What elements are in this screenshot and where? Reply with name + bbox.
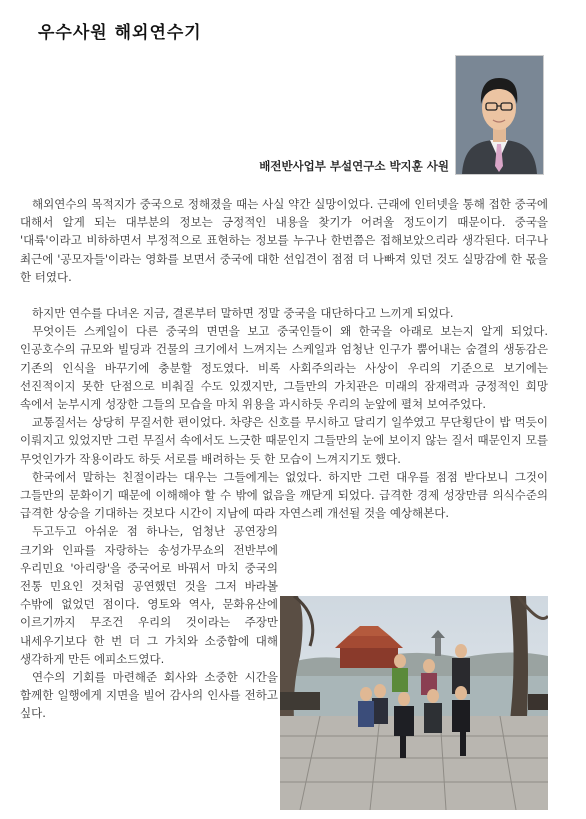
author-portrait — [455, 55, 544, 175]
paragraph-arirang: 두고두고 아쉬운 점 하나는, 엄청난 공연장의 크기와 인파를 자랑하는 송성가무쇼의 전반부에 우리민요 '아리랑'을 중국어로 바꿔서 마치 중국의 전통 민요인 것처럼 공연했던 것을 그저 바라볼 수밖에 없었던 점이다. 영토와 역사, 문화유산에 이르기까지 무조건 우리의 것이라는 주장만 내세우기보다 한 번 더 그 가치와 소중함에 대해 생각하게 만든 에피소드였다. — [20, 524, 278, 666]
portrait-image — [456, 56, 543, 174]
paragraph-kindness: 한국에서 말하는 친절이라는 대우는 그들에게는 없었다. 하지만 그런 대우를 점점 받다보니 그것이 그들만의 문화이기 때문에 이해해야 할 수 밖에 없음을 깨닫게 되었다. 급격한 경제 성장만큼 의식수준의 급격한 상승을 기대하는 것보다 시간이 지남에 따라 자연스레 개선될 것을 예상해본다. — [20, 469, 548, 521]
group-photo-image — [280, 596, 548, 810]
author-byline: 배전반사업부 부설연구소 박지훈 사원 — [259, 159, 449, 173]
group-photo — [280, 596, 548, 810]
paragraph-scale: 무엇이든 스케일이 다른 중국의 면면을 보고 중국인들이 왜 한국을 아래로 보는지 알게 되었다. 인공호수의 규모와 빌딩과 건물의 크기에서 느껴지는 스케일과 엄청난 인구가 뿜어내는 숨결의 생동감은 기존의 인식을 바꾸기에 충분할 정도였다. 비록 사회주의라는 사상이 우리의 기준으로 보기에는 선진적이지 못한 단점으로 비춰질 수도 있겠지만, 그들만의 가치관은 미래의 잠재력과 긍정적인 희망 속에서 눈부시게 성장한 그들의 모습을 마치 위용을 과시하듯 우리의 눈앞에 펼쳐 보여주었다. — [20, 324, 548, 412]
paragraph-thanks: 연수의 기회를 마련해준 회사와 소중한 시간을 함께한 일행에게 지면을 빌어 감사의 인사를 전하고 싶다. — [20, 670, 278, 721]
paragraph-conclusion-first: 하지만 연수를 다녀온 지금, 결론부터 말하면 정말 중국을 대단하다고 느끼게 되었다. — [32, 306, 454, 321]
paragraph-intro: 해외연수의 목적지가 중국으로 정해졌을 때는 사실 약간 실망이었다. 근래에 인터넷을 통해 접한 중국에 대해서 알게 되는 대부분의 정보는 긍정적인 내용을 찾기가 어려울 정도이기 때문이다. 중국을 '대륙'이라고 비하하면서 부정적으로 표현하는 정보를 누구나 한번쯤은 접해보았으리라 생각된다. 더구나 최근에 '공모자들'이라는 영화를 보면서 중국에 대한 선입견이 점점 더 나빠져 있던 것도 실망감에 한 몫을 한 터였다. — [20, 197, 548, 284]
paragraph-traffic: 교통질서는 상당히 무질서한 편이었다. 차량은 신호를 무시하고 달리기 일쑤였고 무단횡단이 밥 먹듯이 이뤄지고 있었지만 그런 무질서 속에서도 느긋한 때문인지 그들만의 눈에 보이지 않는 질서 때문인지 모를 무엇인가가 작용이라도 하듯 서로를 배려하는 듯 한 모습이 느껴지기도 했다. — [20, 415, 548, 466]
article-title: 우수사원 해외연수기 — [38, 23, 202, 43]
